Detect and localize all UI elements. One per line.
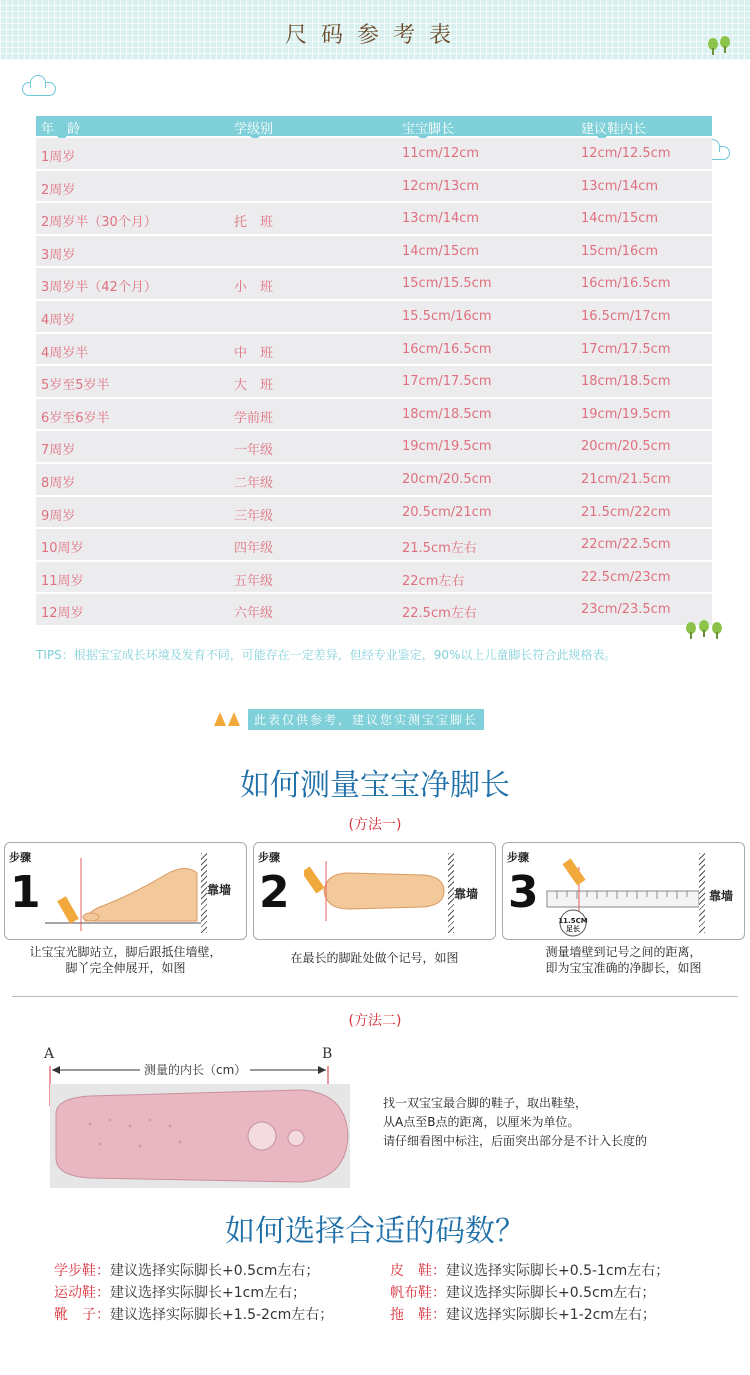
table-row [36,171,712,202]
rec-label: 靴 子： [54,1307,110,1323]
desc-line: 请仔细看图中标注，后面突出部分是不计入长度的 [383,1134,648,1148]
cell-age: 4周岁 [41,312,76,328]
table-row [36,203,712,234]
table-header [36,116,712,136]
wall-label: 靠墙 [454,887,479,901]
tips-text: TIPS：根据宝宝成长环境及发育不同，可能存在一定差异，但经专业鉴定，90%以上儿童脚长符合此规格表。 [36,648,617,662]
divider [12,996,738,997]
table-row [36,497,712,528]
table-body [36,138,712,625]
tree-icon [214,712,226,726]
cell-shoe-length: 19cm/19.5cm [581,406,671,422]
inner-length-label: 测量的内长（cm） [140,1061,250,1078]
tree-icon [720,36,730,48]
header-foot-length: 宝宝脚长 [402,118,454,137]
cell-foot-length: 13cm/14cm [402,211,480,227]
rec-label: 帆布鞋： [390,1285,446,1301]
rec-text: 建议选择实际脚长+1-2cm左右； [446,1307,656,1323]
cell-shoe-length: 22cm/22.5cm [581,537,671,553]
step-number: 2 [259,867,290,918]
table-row [36,301,712,332]
choose-title: 如何选择合适的码数？ [225,1214,525,1249]
caption-line: 即为宝宝准确的净脚长，如图 [545,961,702,975]
cell-grade: 学前班 [234,410,274,426]
cell-age: 6岁至6岁半 [41,410,110,426]
rec-text: 建议选择实际脚长+1.5-2cm左右； [110,1307,334,1323]
point-a-label: A [44,1046,55,1062]
cell-shoe-length: 16cm/16.5cm [581,276,671,292]
table-row [36,268,712,299]
cell-grade: 三年级 [234,508,274,524]
rec-text: 建议选择实际脚长+0.5-1cm左右； [446,1263,670,1279]
cell-shoe-length: 20cm/20.5cm [581,439,671,455]
table-row [36,138,712,169]
caption-line: 测量墙壁到记号之间的距离， [545,945,702,959]
cell-age: 8周岁 [41,475,76,491]
cell-shoe-length: 16.5cm/17cm [581,308,671,324]
rec-item [54,1260,333,1282]
cell-grade: 中 班 [234,345,274,361]
badge-value: 11.5CM [558,917,588,925]
cell-age: 4周岁半 [41,345,89,361]
rec-item [390,1260,669,1282]
header-age: 年 龄 [41,118,80,137]
badge-label: 足长 [566,925,580,933]
cell-age: 7周岁 [41,443,76,459]
cell-foot-length: 16cm/16.5cm [402,341,492,357]
cell-age: 2周岁 [41,182,76,198]
cell-grade: 一年级 [234,443,274,459]
cell-shoe-length: 21.5cm/22cm [581,504,671,520]
step-number: 1 [10,867,41,918]
step-tag: 步骤 [507,851,529,864]
note-text: 此表仅供参考，建议您实测宝宝脚长 [248,709,484,730]
cell-grade: 大 班 [234,378,274,394]
cell-shoe-length: 18cm/18.5cm [581,374,671,390]
table-row [36,334,712,365]
cell-age: 9周岁 [41,508,76,524]
cell-shoe-length: 14cm/15cm [581,211,659,227]
step-1-caption [4,944,247,976]
header-grade: 学级别 [234,118,273,137]
cell-age: 2周岁半（30个月） [41,215,157,231]
cell-shoe-length: 12cm/12.5cm [581,146,671,161]
step-3-card [502,842,745,940]
table-row [36,399,712,430]
caption-line: 让宝宝光脚站立，脚后跟抵住墙壁， [29,945,222,959]
table-row [36,562,712,593]
cell-foot-length: 21.5cm左右 [402,541,477,557]
caption-line: 在最长的脚趾处做个记号，如图 [290,951,459,965]
step-1-card [4,842,247,940]
method1-label: (方法一) [348,817,402,833]
cell-foot-length: 22cm左右 [402,573,465,589]
rec-item [390,1304,669,1326]
cell-foot-length: 18cm/18.5cm [402,406,492,422]
point-b-label: B [322,1046,333,1062]
cell-grade: 五年级 [234,573,274,589]
tree-icon [712,622,722,634]
cell-shoe-length: 22.5cm/23cm [581,569,671,585]
cell-foot-length: 14cm/15cm [402,243,480,259]
cell-foot-length: 15.5cm/16cm [402,308,492,324]
cell-foot-length: 11cm/12cm [402,146,480,161]
table-row [36,594,712,625]
wall [699,853,705,933]
rec-text: 建议选择实际脚长+0.5cm左右； [110,1263,320,1279]
measure-title: 如何测量宝宝净脚长 [240,768,510,803]
recommendations-right [390,1260,669,1326]
cell-age: 5岁至5岁半 [41,378,110,394]
cell-age: 12周岁 [41,606,84,622]
insole-photo [50,1084,350,1188]
wall-label: 靠墙 [709,889,734,903]
table-row [36,529,712,560]
cell-shoe-length: 15cm/16cm [581,243,659,259]
page-title: 尺码参考表 [284,23,465,48]
wall-label: 靠墙 [207,883,232,897]
step-number: 3 [508,867,539,918]
cell-foot-length: 17cm/17.5cm [402,374,492,390]
cell-grade: 二年级 [234,475,274,491]
cell-foot-length: 20cm/20.5cm [402,471,492,487]
cell-age: 10周岁 [41,541,84,557]
tree-icon [686,622,696,634]
cell-grade: 四年级 [234,541,274,557]
insole-description [383,1094,647,1151]
cell-foot-length: 19cm/19.5cm [402,439,492,455]
desc-line: 从A点至B点的距离，以厘米为单位。 [383,1115,580,1129]
insole-illustration [50,1084,350,1188]
step-3-caption [502,944,745,976]
header-banner [0,0,750,60]
rec-label: 学步鞋： [54,1263,110,1279]
cell-shoe-length: 13cm/14cm [581,178,659,194]
desc-line: 找一双宝宝最合脚的鞋子，取出鞋垫， [383,1096,588,1110]
rec-label: 皮 鞋： [390,1263,446,1279]
cell-age: 1周岁 [41,150,76,165]
cell-grade: 托 班 [234,215,274,231]
table-row [36,236,712,267]
rec-item [54,1282,333,1304]
step-tag: 步骤 [258,851,280,864]
foot-top-illustration [304,861,449,921]
rec-item [390,1282,669,1304]
step-2-card [253,842,496,940]
foot-side-illustration [45,853,210,933]
cell-foot-length: 12cm/13cm [402,178,480,194]
method2-label: (方法二) [348,1013,402,1029]
cloud-icon [22,82,56,96]
table-row [36,464,712,495]
rec-text: 建议选择实际脚长+1cm左右； [110,1285,306,1301]
tree-icon [708,38,718,50]
table-row [36,431,712,462]
cell-grade: 六年级 [234,606,274,622]
cell-shoe-length: 21cm/21.5cm [581,471,671,487]
header-shoe-length: 建议鞋内长 [581,118,646,137]
measurement-badge [558,917,588,933]
rec-label: 拖 鞋： [390,1307,446,1323]
cell-foot-length: 22.5cm左右 [402,606,477,622]
cell-shoe-length: 23cm/23.5cm [581,602,671,618]
tree-icon [228,712,240,726]
caption-line: 脚丫完全伸展开，如图 [65,961,186,975]
tree-icon [699,620,709,632]
table-row [36,366,712,397]
step-2-caption [253,950,496,966]
insole-figure [40,1046,360,1191]
cell-shoe-length: 17cm/17.5cm [581,341,671,357]
cell-foot-length: 20.5cm/21cm [402,504,492,520]
cell-foot-length: 15cm/15.5cm [402,276,492,292]
step-tag: 步骤 [9,851,31,864]
rec-item [54,1304,333,1326]
recommendations-left [54,1260,333,1326]
rec-label: 运动鞋： [54,1285,110,1301]
cell-age: 3周岁 [41,247,76,263]
note-ribbon [214,707,484,731]
size-table [36,116,712,625]
rec-text: 建议选择实际脚长+0.5cm左右； [446,1285,656,1301]
cell-age: 3周岁半（42个月） [41,280,157,296]
cell-age: 11周岁 [41,573,84,589]
cell-grade: 小 班 [234,280,274,296]
